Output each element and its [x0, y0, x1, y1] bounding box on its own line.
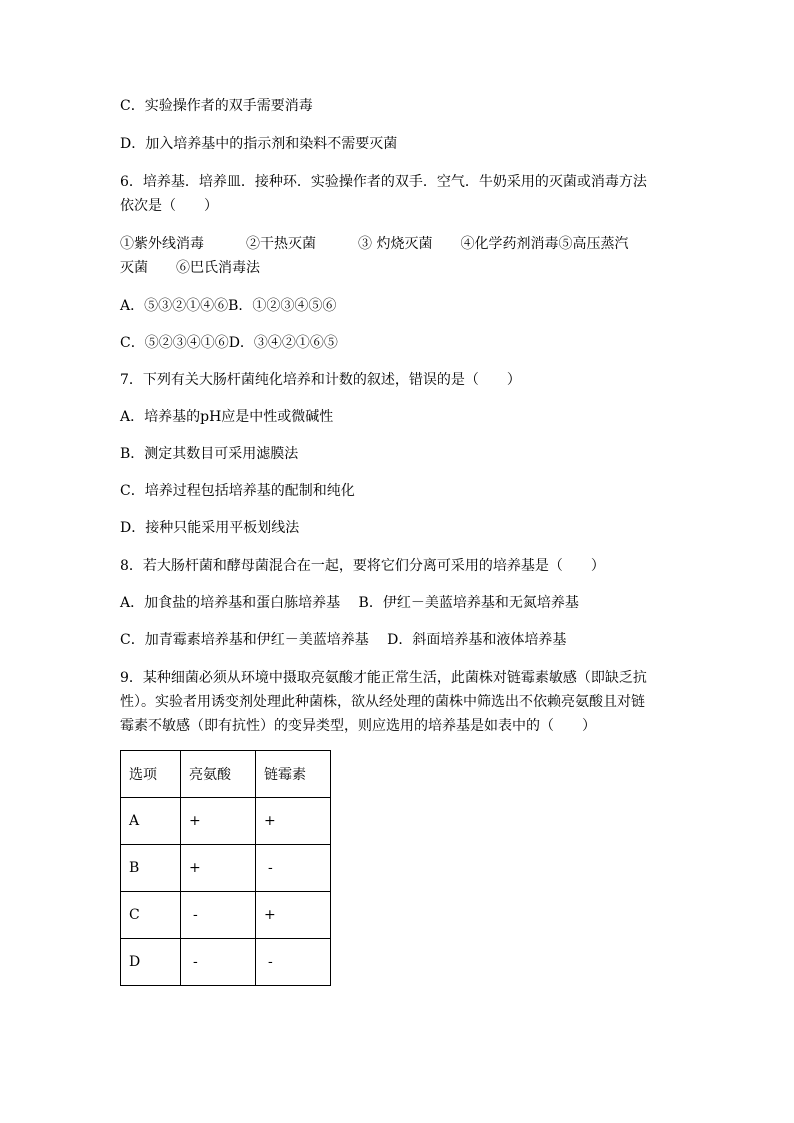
table-cell: D [121, 939, 181, 986]
text-line: D．加入培养基中的指示剂和染料不需要灭菌 [120, 136, 398, 152]
question-8-options: A．加食盐的培养基和蛋白胨培养基 B．伊红－美蓝培养基和无氮培养基 [120, 595, 579, 611]
question-6-stem: 6．培养基．培养皿．接种环．实验操作者的双手．空气．牛奶采用的灭菌或消毒方法 [120, 174, 647, 190]
table-cell: A [121, 798, 181, 845]
table-cell: - [256, 939, 331, 986]
table-header-cell: 选项 [121, 751, 181, 798]
table-cell: - [181, 892, 256, 939]
table-row [121, 798, 331, 845]
table-cell: - [256, 845, 331, 892]
question-6-methods: 灭菌 ⑥巴氏消毒法 [120, 260, 260, 276]
table-row [121, 845, 331, 892]
table-row [121, 939, 331, 986]
question-9-stem: 性）。实验者用诱变剂处理此种菌株，欲从经处理的菌株中筛选出不依赖亮氨酸且对链 [120, 694, 645, 710]
question-6-stem: 依次是（ ） [120, 198, 218, 214]
question-7-stem: 7．下列有关大肠杆菌纯化培养和计数的叙述，错误的是（ ） [120, 372, 521, 388]
question-9-stem: 霉素不敏感（即有抗性）的变异类型，则应选用的培养基是如表中的（ ） [120, 718, 596, 734]
question-8-stem: 8．若大肠杆菌和酵母菌混合在一起，要将它们分离可采用的培养基是（ ） [120, 558, 605, 574]
table-row [121, 892, 331, 939]
text-line: C．实验操作者的双手需要消毒 [120, 98, 313, 114]
question-7-option-c: C．培养过程包括培养基的配制和纯化 [120, 483, 355, 499]
table-cell: C [121, 892, 181, 939]
question-9-stem: 9．某种细菌必须从环境中摄取亮氨酸才能正常生活，此菌株对链霉素敏感（即缺乏抗 [120, 670, 647, 686]
table-header-cell: 链霉素 [256, 751, 331, 798]
table-cell: B [121, 845, 181, 892]
table-cell: - [181, 939, 256, 986]
question-7-option-b: B．测定其数目可采用滤膜法 [120, 446, 299, 462]
table-cell: + [181, 798, 256, 845]
question-6-methods: ①紫外线消毒 ②干热灭菌 ③ 灼烧灭菌 ④化学药剂消毒⑤高压蒸汽 [120, 236, 629, 252]
options-table [120, 750, 331, 986]
table-header-row [121, 751, 331, 798]
table-header-cell: 亮氨酸 [181, 751, 256, 798]
question-6-options: C．⑤②③④①⑥D．③④②①⑥⑤ [120, 335, 338, 351]
table-cell: + [181, 845, 256, 892]
table-cell: + [256, 892, 331, 939]
table-cell: + [256, 798, 331, 845]
question-6-options: A．⑤③②①④⑥B．①②③④⑤⑥ [120, 298, 337, 314]
question-7-option-a: A．培养基的pH应是中性或微碱性 [120, 409, 334, 425]
question-8-options: C．加青霉素培养基和伊红－美蓝培养基 D．斜面培养基和液体培养基 [120, 632, 567, 648]
question-7-option-d: D．接种只能采用平板划线法 [120, 520, 300, 536]
